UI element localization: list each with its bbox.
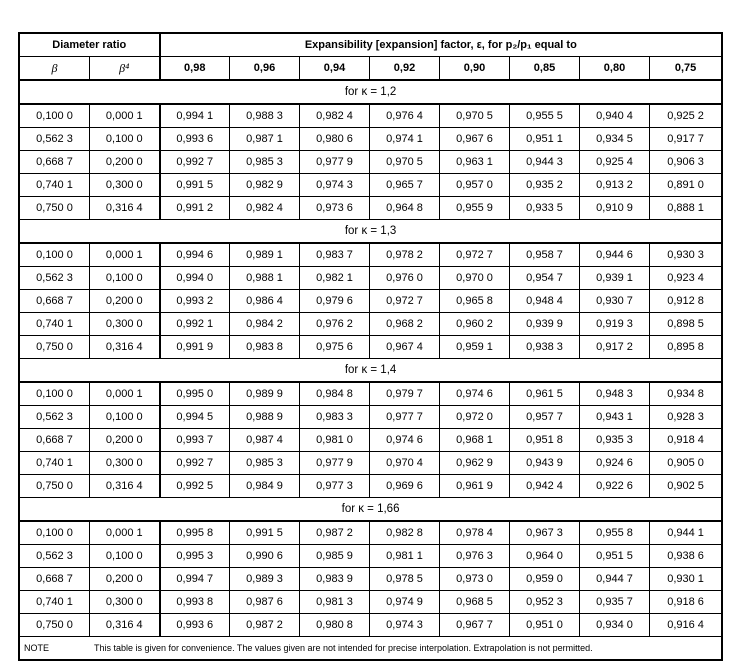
epsilon-cell: 0,923 4 bbox=[650, 267, 722, 290]
beta4-cell: 0,316 4 bbox=[90, 197, 160, 220]
beta4-cell: 0,000 1 bbox=[90, 382, 160, 406]
epsilon-cell: 0,987 4 bbox=[230, 429, 300, 452]
epsilon-cell: 0,972 7 bbox=[370, 290, 440, 313]
epsilon-cell: 0,918 4 bbox=[650, 429, 722, 452]
epsilon-cell: 0,944 1 bbox=[650, 521, 722, 545]
epsilon-cell: 0,938 3 bbox=[510, 336, 580, 359]
epsilon-cell: 0,994 5 bbox=[160, 406, 230, 429]
kappa-group-label: for κ = 1,3 bbox=[20, 220, 722, 244]
epsilon-cell: 0,982 1 bbox=[300, 267, 370, 290]
table-body bbox=[20, 80, 722, 637]
epsilon-cell: 0,975 6 bbox=[300, 336, 370, 359]
epsilon-cell: 0,988 1 bbox=[230, 267, 300, 290]
beta4-cell: 0,200 0 bbox=[90, 429, 160, 452]
epsilon-cell: 0,995 3 bbox=[160, 545, 230, 568]
epsilon-cell: 0,983 9 bbox=[300, 568, 370, 591]
beta-cell: 0,100 0 bbox=[20, 382, 90, 406]
group-header-row bbox=[20, 220, 722, 244]
beta-cell: 0,100 0 bbox=[20, 243, 90, 267]
epsilon-cell: 0,964 0 bbox=[510, 545, 580, 568]
epsilon-cell: 0,989 9 bbox=[230, 382, 300, 406]
table-row bbox=[20, 128, 722, 151]
epsilon-cell: 0,985 3 bbox=[230, 151, 300, 174]
table-row bbox=[20, 243, 722, 267]
epsilon-cell: 0,992 1 bbox=[160, 313, 230, 336]
epsilon-cell: 0,912 8 bbox=[650, 290, 722, 313]
epsilon-cell: 0,980 6 bbox=[300, 128, 370, 151]
epsilon-cell: 0,939 1 bbox=[580, 267, 650, 290]
epsilon-cell: 0,895 8 bbox=[650, 336, 722, 359]
epsilon-cell: 0,974 9 bbox=[370, 591, 440, 614]
epsilon-cell: 0,991 5 bbox=[160, 174, 230, 197]
beta4-cell: 0,100 0 bbox=[90, 267, 160, 290]
epsilon-cell: 0,988 3 bbox=[230, 104, 300, 128]
epsilon-cell: 0,978 5 bbox=[370, 568, 440, 591]
ratio-header: 0,94 bbox=[300, 57, 370, 81]
epsilon-cell: 0,978 2 bbox=[370, 243, 440, 267]
epsilon-cell: 0,973 0 bbox=[440, 568, 510, 591]
kappa-group-label: for κ = 1,4 bbox=[20, 359, 722, 383]
beta4-cell: 0,000 1 bbox=[90, 521, 160, 545]
kappa-group-label: for κ = 1,2 bbox=[20, 80, 722, 104]
epsilon-cell: 0,967 3 bbox=[510, 521, 580, 545]
epsilon-cell: 0,918 6 bbox=[650, 591, 722, 614]
epsilon-cell: 0,930 7 bbox=[580, 290, 650, 313]
epsilon-cell: 0,972 7 bbox=[440, 243, 510, 267]
epsilon-cell: 0,986 4 bbox=[230, 290, 300, 313]
epsilon-cell: 0,934 5 bbox=[580, 128, 650, 151]
epsilon-cell: 0,955 9 bbox=[440, 197, 510, 220]
epsilon-cell: 0,891 0 bbox=[650, 174, 722, 197]
epsilon-cell: 0,933 5 bbox=[510, 197, 580, 220]
epsilon-cell: 0,977 7 bbox=[370, 406, 440, 429]
epsilon-cell: 0,928 3 bbox=[650, 406, 722, 429]
ratio-header: 0,98 bbox=[160, 57, 230, 81]
epsilon-cell: 0,935 7 bbox=[580, 591, 650, 614]
epsilon-cell: 0,960 2 bbox=[440, 313, 510, 336]
epsilon-cell: 0,913 2 bbox=[580, 174, 650, 197]
table-row bbox=[20, 591, 722, 614]
epsilon-cell: 0,974 1 bbox=[370, 128, 440, 151]
epsilon-cell: 0,954 7 bbox=[510, 267, 580, 290]
epsilon-cell: 0,906 3 bbox=[650, 151, 722, 174]
epsilon-cell: 0,952 3 bbox=[510, 591, 580, 614]
epsilon-cell: 0,916 4 bbox=[650, 614, 722, 637]
table-row bbox=[20, 614, 722, 637]
beta4-cell: 0,316 4 bbox=[90, 336, 160, 359]
beta-cell: 0,740 1 bbox=[20, 452, 90, 475]
epsilon-cell: 0,994 1 bbox=[160, 104, 230, 128]
note-text: This table is given for convenience. The values given are not intended for precise interpolation. Extrapolation is not permitted. bbox=[94, 643, 593, 653]
epsilon-cell: 0,995 8 bbox=[160, 521, 230, 545]
beta4-cell: 0,200 0 bbox=[90, 568, 160, 591]
epsilon-cell: 0,983 3 bbox=[300, 406, 370, 429]
epsilon-cell: 0,967 7 bbox=[440, 614, 510, 637]
epsilon-cell: 0,993 7 bbox=[160, 429, 230, 452]
epsilon-cell: 0,991 9 bbox=[160, 336, 230, 359]
expansibility-header: Expansibility [expansion] factor, ε, for p₂/p₁ equal to bbox=[160, 34, 722, 57]
table-row bbox=[20, 267, 722, 290]
group-header-row bbox=[20, 359, 722, 383]
epsilon-cell: 0,959 0 bbox=[510, 568, 580, 591]
epsilon-cell: 0,970 4 bbox=[370, 452, 440, 475]
table-row bbox=[20, 382, 722, 406]
epsilon-cell: 0,985 3 bbox=[230, 452, 300, 475]
beta4-cell: 0,316 4 bbox=[90, 475, 160, 498]
epsilon-cell: 0,995 0 bbox=[160, 382, 230, 406]
table-row bbox=[20, 475, 722, 498]
beta-cell: 0,750 0 bbox=[20, 197, 90, 220]
epsilon-cell: 0,973 6 bbox=[300, 197, 370, 220]
epsilon-cell: 0,976 0 bbox=[370, 267, 440, 290]
epsilon-cell: 0,961 9 bbox=[440, 475, 510, 498]
epsilon-cell: 0,991 2 bbox=[160, 197, 230, 220]
beta4-cell: 0,100 0 bbox=[90, 545, 160, 568]
epsilon-cell: 0,992 7 bbox=[160, 151, 230, 174]
group-header-row bbox=[20, 498, 722, 522]
beta-cell: 0,100 0 bbox=[20, 521, 90, 545]
epsilon-cell: 0,940 4 bbox=[580, 104, 650, 128]
epsilon-cell: 0,925 4 bbox=[580, 151, 650, 174]
epsilon-cell: 0,965 8 bbox=[440, 290, 510, 313]
epsilon-cell: 0,977 9 bbox=[300, 151, 370, 174]
beta-cell: 0,740 1 bbox=[20, 174, 90, 197]
epsilon-cell: 0,974 6 bbox=[440, 382, 510, 406]
beta-cell: 0,750 0 bbox=[20, 475, 90, 498]
epsilon-cell: 0,984 8 bbox=[300, 382, 370, 406]
note-cell bbox=[20, 637, 722, 660]
epsilon-cell: 0,938 6 bbox=[650, 545, 722, 568]
beta4-cell: 0,000 1 bbox=[90, 243, 160, 267]
beta4-cell: 0,300 0 bbox=[90, 313, 160, 336]
epsilon-cell: 0,962 9 bbox=[440, 452, 510, 475]
table-row bbox=[20, 336, 722, 359]
epsilon-cell: 0,993 8 bbox=[160, 591, 230, 614]
ratio-header: 0,75 bbox=[650, 57, 722, 81]
epsilon-cell: 0,910 9 bbox=[580, 197, 650, 220]
epsilon-cell: 0,988 9 bbox=[230, 406, 300, 429]
epsilon-cell: 0,957 7 bbox=[510, 406, 580, 429]
epsilon-cell: 0,987 2 bbox=[300, 521, 370, 545]
note-label: NOTE bbox=[24, 643, 50, 653]
epsilon-cell: 0,994 6 bbox=[160, 243, 230, 267]
epsilon-cell: 0,944 6 bbox=[580, 243, 650, 267]
table-row bbox=[20, 406, 722, 429]
epsilon-cell: 0,944 3 bbox=[510, 151, 580, 174]
beta-cell: 0,750 0 bbox=[20, 614, 90, 637]
epsilon-cell: 0,982 9 bbox=[230, 174, 300, 197]
epsilon-cell: 0,967 4 bbox=[370, 336, 440, 359]
beta-cell: 0,740 1 bbox=[20, 313, 90, 336]
beta4-cell: 0,100 0 bbox=[90, 128, 160, 151]
epsilon-cell: 0,930 3 bbox=[650, 243, 722, 267]
epsilon-cell: 0,981 0 bbox=[300, 429, 370, 452]
beta-cell: 0,562 3 bbox=[20, 128, 90, 151]
beta4-cell: 0,200 0 bbox=[90, 290, 160, 313]
group-header-row bbox=[20, 80, 722, 104]
beta-cell: 0,668 7 bbox=[20, 290, 90, 313]
epsilon-cell: 0,982 4 bbox=[230, 197, 300, 220]
epsilon-cell: 0,984 9 bbox=[230, 475, 300, 498]
ratio-header: 0,85 bbox=[510, 57, 580, 81]
beta-cell: 0,740 1 bbox=[20, 591, 90, 614]
ratio-header: 0,92 bbox=[370, 57, 440, 81]
table-row bbox=[20, 290, 722, 313]
epsilon-cell: 0,981 3 bbox=[300, 591, 370, 614]
epsilon-cell: 0,919 3 bbox=[580, 313, 650, 336]
table-row bbox=[20, 521, 722, 545]
ratio-header: 0,96 bbox=[230, 57, 300, 81]
beta-cell: 0,100 0 bbox=[20, 104, 90, 128]
beta4-cell: 0,100 0 bbox=[90, 406, 160, 429]
epsilon-cell: 0,987 1 bbox=[230, 128, 300, 151]
table-row bbox=[20, 104, 722, 128]
epsilon-cell: 0,961 5 bbox=[510, 382, 580, 406]
epsilon-cell: 0,970 0 bbox=[440, 267, 510, 290]
epsilon-cell: 0,970 5 bbox=[440, 104, 510, 128]
epsilon-cell: 0,930 1 bbox=[650, 568, 722, 591]
epsilon-cell: 0,977 3 bbox=[300, 475, 370, 498]
epsilon-cell: 0,984 2 bbox=[230, 313, 300, 336]
epsilon-cell: 0,922 6 bbox=[580, 475, 650, 498]
epsilon-cell: 0,902 5 bbox=[650, 475, 722, 498]
epsilon-cell: 0,965 7 bbox=[370, 174, 440, 197]
beta-cell: 0,750 0 bbox=[20, 336, 90, 359]
epsilon-cell: 0,980 8 bbox=[300, 614, 370, 637]
epsilon-cell: 0,992 7 bbox=[160, 452, 230, 475]
epsilon-cell: 0,982 4 bbox=[300, 104, 370, 128]
epsilon-cell: 0,934 8 bbox=[650, 382, 722, 406]
epsilon-cell: 0,924 6 bbox=[580, 452, 650, 475]
epsilon-cell: 0,994 7 bbox=[160, 568, 230, 591]
epsilon-cell: 0,972 0 bbox=[440, 406, 510, 429]
epsilon-cell: 0,981 1 bbox=[370, 545, 440, 568]
beta-cell: 0,668 7 bbox=[20, 151, 90, 174]
epsilon-cell: 0,989 3 bbox=[230, 568, 300, 591]
beta-cell: 0,668 7 bbox=[20, 429, 90, 452]
beta4-cell: 0,300 0 bbox=[90, 452, 160, 475]
table-row bbox=[20, 174, 722, 197]
beta4-cell: 0,300 0 bbox=[90, 591, 160, 614]
epsilon-cell: 0,935 2 bbox=[510, 174, 580, 197]
beta-cell: 0,562 3 bbox=[20, 545, 90, 568]
epsilon-cell: 0,917 2 bbox=[580, 336, 650, 359]
kappa-group-label: for κ = 1,66 bbox=[20, 498, 722, 522]
epsilon-cell: 0,958 7 bbox=[510, 243, 580, 267]
beta4-cell: 0,316 4 bbox=[90, 614, 160, 637]
epsilon-cell: 0,968 1 bbox=[440, 429, 510, 452]
expansibility-factor-table bbox=[19, 33, 722, 660]
beta4-cell: 0,300 0 bbox=[90, 174, 160, 197]
epsilon-cell: 0,976 2 bbox=[300, 313, 370, 336]
epsilon-cell: 0,993 6 bbox=[160, 128, 230, 151]
epsilon-cell: 0,917 7 bbox=[650, 128, 722, 151]
epsilon-cell: 0,985 9 bbox=[300, 545, 370, 568]
beta-cell: 0,562 3 bbox=[20, 406, 90, 429]
epsilon-cell: 0,993 2 bbox=[160, 290, 230, 313]
epsilon-cell: 0,977 9 bbox=[300, 452, 370, 475]
epsilon-cell: 0,979 6 bbox=[300, 290, 370, 313]
epsilon-cell: 0,993 6 bbox=[160, 614, 230, 637]
epsilon-cell: 0,959 1 bbox=[440, 336, 510, 359]
ratio-header: 0,90 bbox=[440, 57, 510, 81]
epsilon-cell: 0,968 2 bbox=[370, 313, 440, 336]
epsilon-cell: 0,943 1 bbox=[580, 406, 650, 429]
beta-cell: 0,668 7 bbox=[20, 568, 90, 591]
epsilon-cell: 0,898 5 bbox=[650, 313, 722, 336]
table-row bbox=[20, 545, 722, 568]
epsilon-cell: 0,951 1 bbox=[510, 128, 580, 151]
epsilon-cell: 0,974 3 bbox=[300, 174, 370, 197]
epsilon-cell: 0,888 1 bbox=[650, 197, 722, 220]
epsilon-cell: 0,968 5 bbox=[440, 591, 510, 614]
epsilon-cell: 0,967 6 bbox=[440, 128, 510, 151]
epsilon-cell: 0,964 8 bbox=[370, 197, 440, 220]
epsilon-cell: 0,974 3 bbox=[370, 614, 440, 637]
epsilon-cell: 0,989 1 bbox=[230, 243, 300, 267]
beta4-cell: 0,200 0 bbox=[90, 151, 160, 174]
epsilon-cell: 0,935 3 bbox=[580, 429, 650, 452]
epsilon-cell: 0,948 4 bbox=[510, 290, 580, 313]
epsilon-cell: 0,983 8 bbox=[230, 336, 300, 359]
epsilon-cell: 0,955 5 bbox=[510, 104, 580, 128]
beta4-header: β⁴ bbox=[90, 57, 160, 81]
diameter-ratio-header: Diameter ratio bbox=[20, 34, 160, 57]
epsilon-cell: 0,905 0 bbox=[650, 452, 722, 475]
ratio-header: 0,80 bbox=[580, 57, 650, 81]
epsilon-cell: 0,942 4 bbox=[510, 475, 580, 498]
beta-header: β bbox=[20, 57, 90, 81]
table-row bbox=[20, 151, 722, 174]
beta4-cell: 0,000 1 bbox=[90, 104, 160, 128]
epsilon-cell: 0,934 0 bbox=[580, 614, 650, 637]
table-row bbox=[20, 452, 722, 475]
epsilon-cell: 0,951 5 bbox=[580, 545, 650, 568]
table-row bbox=[20, 313, 722, 336]
epsilon-cell: 0,976 4 bbox=[370, 104, 440, 128]
epsilon-cell: 0,944 7 bbox=[580, 568, 650, 591]
table-row bbox=[20, 429, 722, 452]
epsilon-cell: 0,987 2 bbox=[230, 614, 300, 637]
epsilon-cell: 0,943 9 bbox=[510, 452, 580, 475]
beta-cell: 0,562 3 bbox=[20, 267, 90, 290]
epsilon-cell: 0,979 7 bbox=[370, 382, 440, 406]
epsilon-cell: 0,992 5 bbox=[160, 475, 230, 498]
note-row bbox=[20, 637, 722, 660]
epsilon-cell: 0,948 3 bbox=[580, 382, 650, 406]
table-row bbox=[20, 568, 722, 591]
epsilon-cell: 0,925 2 bbox=[650, 104, 722, 128]
epsilon-cell: 0,951 8 bbox=[510, 429, 580, 452]
epsilon-cell: 0,939 9 bbox=[510, 313, 580, 336]
header-row-1 bbox=[20, 34, 722, 57]
epsilon-cell: 0,951 0 bbox=[510, 614, 580, 637]
epsilon-cell: 0,982 8 bbox=[370, 521, 440, 545]
epsilon-cell: 0,969 6 bbox=[370, 475, 440, 498]
epsilon-cell: 0,963 1 bbox=[440, 151, 510, 174]
epsilon-cell: 0,955 8 bbox=[580, 521, 650, 545]
epsilon-cell: 0,957 0 bbox=[440, 174, 510, 197]
epsilon-cell: 0,991 5 bbox=[230, 521, 300, 545]
header-row-2 bbox=[20, 57, 722, 81]
epsilon-cell: 0,970 5 bbox=[370, 151, 440, 174]
epsilon-cell: 0,978 4 bbox=[440, 521, 510, 545]
table-row bbox=[20, 197, 722, 220]
epsilon-cell: 0,976 3 bbox=[440, 545, 510, 568]
epsilon-cell: 0,974 6 bbox=[370, 429, 440, 452]
epsilon-cell: 0,994 0 bbox=[160, 267, 230, 290]
epsilon-cell: 0,990 6 bbox=[230, 545, 300, 568]
epsilon-cell: 0,987 6 bbox=[230, 591, 300, 614]
epsilon-cell: 0,983 7 bbox=[300, 243, 370, 267]
